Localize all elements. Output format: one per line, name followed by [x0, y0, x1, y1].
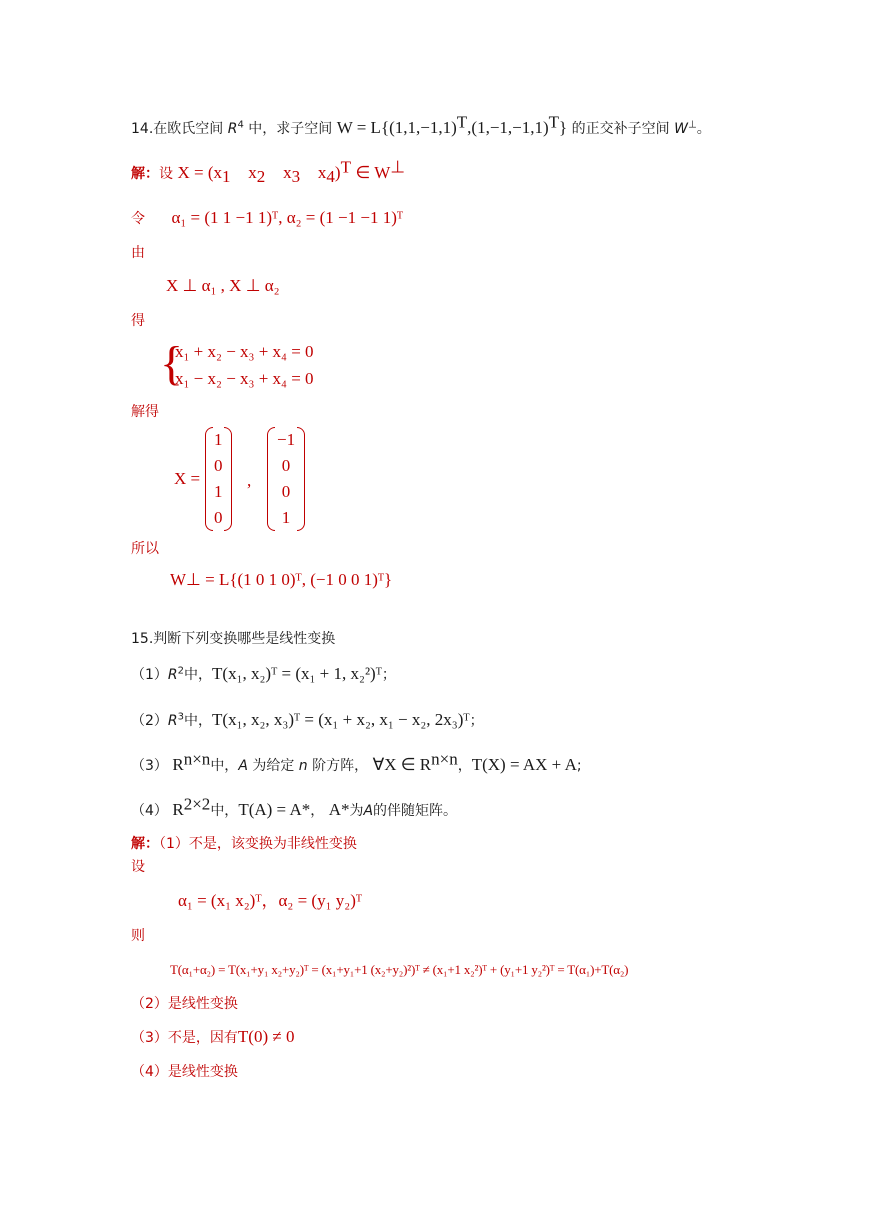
math: n×n — [183, 749, 211, 769]
math: ) — [334, 163, 341, 182]
matrix-entry: 0 — [214, 508, 223, 527]
math: ,(1,−1,−1,1) — [467, 118, 549, 137]
text: 3 — [177, 711, 185, 723]
text: A — [363, 803, 374, 819]
equation: x₁ + x₂ − x₃ + x₄ = 0 — [175, 342, 314, 361]
text: 2 — [177, 665, 185, 677]
math: T(x₁, x₂)ᵀ = (x₁ + 1, x₂²)ᵀ — [212, 664, 382, 683]
math-derivation: T(α₁+α₂) = T(x₁+y₁ x₂+y₂)ᵀ = (x₁+y₁+1 (x₂+y₂)²)ᵀ ≠ (x₁+1 x₂²)ᵀ + (y₁+1 y₂²)ᵀ = T(α₁)+T(α₂) — [170, 962, 629, 977]
math: T — [548, 112, 560, 132]
text: 得 — [131, 313, 145, 329]
math: 3 — [291, 166, 301, 186]
text: 设 — [131, 859, 145, 875]
text: 的伴随矩阵。 — [373, 803, 458, 819]
text: 4 — [237, 119, 244, 131]
math: } — [559, 118, 568, 137]
problem-14-statement — [131, 112, 711, 139]
text: W — [674, 121, 688, 137]
text: 则 — [131, 928, 145, 944]
text: （3） — [131, 758, 168, 774]
text: ， — [457, 758, 472, 774]
matrix — [205, 427, 232, 531]
math: n×n — [431, 749, 458, 769]
text: （3）不是，因有 — [131, 1030, 238, 1046]
text: （1）不是，该变换为非线性变换 — [159, 836, 357, 852]
problem-15-item-4 — [131, 794, 458, 821]
solution-15-part-2: （2）是线性变换 — [131, 996, 238, 1012]
text: ⊥ — [687, 119, 697, 131]
text: 14.在欧氏空间 — [131, 121, 224, 137]
problem-15-item-3 — [131, 749, 582, 776]
math: X = — [174, 469, 201, 488]
math: x — [248, 163, 257, 182]
text: 阶方阵， — [312, 758, 369, 774]
problem-15-item-1 — [131, 664, 396, 685]
math: ⊥ — [390, 157, 406, 177]
math: , — [247, 471, 252, 490]
solution-14-set — [131, 157, 406, 186]
text: （1） — [131, 667, 168, 683]
math: ∈ W — [355, 163, 391, 182]
math: T — [340, 157, 351, 177]
math: T(X) = AX + A — [471, 755, 577, 774]
matrix-entry: 1 — [214, 482, 223, 501]
equation: x₁ − x₂ − x₃ + x₄ = 0 — [175, 369, 314, 388]
math-orthogonality: X ⊥ α₁ , X ⊥ α₂ — [166, 276, 280, 295]
text: 。 — [696, 121, 711, 137]
text: 为 — [349, 803, 364, 819]
text: 中， — [210, 758, 239, 774]
text: 令 — [131, 211, 145, 227]
text: n — [298, 758, 308, 774]
text: （2） — [131, 713, 168, 729]
math: T — [456, 112, 468, 132]
solution-15-part-3 — [131, 1027, 294, 1048]
text: 中， — [184, 713, 213, 729]
text: 中， — [210, 803, 239, 819]
math: T(x₁, x₂, x₃)ᵀ = (x₁ + x₂, x₁ − x₂, 2x₃)ᵀ — [212, 710, 470, 729]
text: 的正交补子空间 — [571, 121, 670, 137]
matrix-entry: 0 — [281, 482, 291, 501]
matrix-entry: −1 — [277, 430, 296, 449]
problem-15-item-2 — [131, 710, 484, 731]
math: 2×2 — [183, 794, 211, 814]
text: 为给定 — [252, 758, 295, 774]
matrix-entry: 1 — [214, 430, 223, 449]
vector-1 — [205, 427, 232, 531]
text: A — [238, 758, 248, 774]
math: x — [317, 163, 327, 182]
text: ； — [381, 667, 396, 683]
math: T(0) ≠ 0 — [237, 1027, 295, 1046]
brace-icon: { — [160, 337, 184, 390]
text: 解得 — [131, 404, 159, 420]
math: α₁ = (1 1 −1 1)ᵀ, α₂ = (1 −1 −1 1)ᵀ — [171, 208, 404, 227]
matrix-entry: 1 — [281, 508, 291, 527]
text: R — [227, 121, 238, 137]
text: ; — [576, 758, 582, 774]
math: R — [172, 755, 184, 774]
solution-14-let — [131, 208, 403, 229]
text: 中， — [184, 667, 213, 683]
math: X = (x — [177, 163, 222, 182]
text: 设 — [159, 166, 173, 182]
math: A* — [328, 800, 350, 819]
math: W = L{(1,1,−1,1) — [336, 118, 457, 137]
math: 1 — [221, 166, 231, 186]
text: （4） — [131, 803, 168, 819]
text: ； — [469, 713, 484, 729]
problem-15-title: 15.判断下列变换哪些是线性变换 — [131, 631, 336, 647]
vector-2 — [267, 427, 305, 531]
text: ， — [310, 803, 325, 819]
text: 中，求子空间 — [248, 121, 333, 137]
math: α₁ = (x₁ x₂)ᵀ，α₂ = (y₁ y₂)ᵀ — [178, 891, 363, 910]
solution-15-part-4: （4）是线性变换 — [131, 1064, 238, 1080]
math: ∀X ∈ R — [372, 755, 432, 774]
text: 由 — [131, 245, 145, 261]
math: T(A) = A* — [238, 800, 311, 819]
solution-label: 解： — [131, 166, 159, 182]
math: x — [283, 163, 292, 182]
math: 2 — [256, 166, 266, 186]
matrix-entry: 0 — [214, 456, 223, 475]
math: 4 — [326, 166, 335, 186]
matrix-entry: 0 — [281, 456, 291, 475]
math-result: W⊥ = L{(1 0 1 0)ᵀ, (−1 0 0 1)ᵀ} — [170, 570, 393, 589]
text: R — [167, 713, 178, 729]
solution-15-part-1 — [131, 834, 357, 854]
math: R — [172, 800, 184, 819]
solution-label: 解： — [131, 836, 159, 852]
text: R — [167, 667, 178, 683]
text: 所以 — [131, 541, 159, 557]
matrix — [267, 427, 305, 531]
